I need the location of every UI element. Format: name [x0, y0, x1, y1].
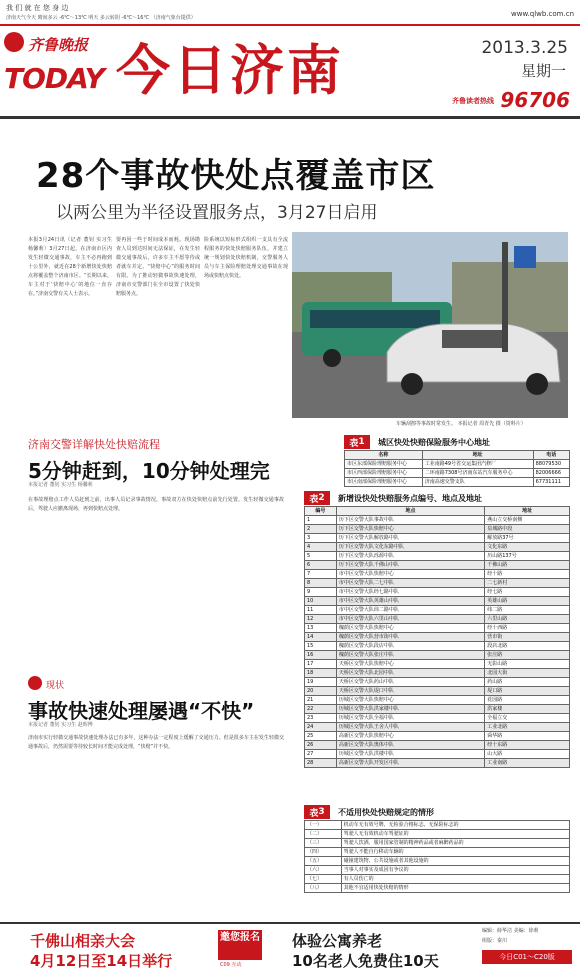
- table1-title: 城区快处快赔保险服务中心地址: [378, 437, 490, 447]
- table-row: [305, 830, 570, 839]
- footer-rule: [0, 922, 580, 924]
- table-cell: 碰撞建筑物、公共设施或者其他设施的: [341, 857, 569, 866]
- table-cell: 天桥区交警大队北园中队: [336, 669, 484, 678]
- table-cell: 当事人对事实及成因有争议的: [341, 866, 569, 875]
- table-cell: 市区南部保险理赔服务中心: [345, 478, 423, 487]
- table-cell: 经七路: [485, 588, 570, 597]
- table-cell: 济南高速交警支队: [422, 478, 533, 487]
- table-cell: （一）: [305, 821, 342, 830]
- table-cell: 纬二路: [485, 606, 570, 615]
- sub2-byline: 本报记者 董钊 实习生 赵晖博: [28, 722, 93, 728]
- pages-badge: 今日C01～C20版: [482, 950, 572, 964]
- main-subhead: 以两公里为半径设置服务点，3月27日启用: [56, 203, 378, 223]
- table-row: [305, 696, 570, 705]
- table-row: [305, 525, 570, 534]
- table-cell: 高新区交警大队快赔中心: [336, 732, 484, 741]
- table-row: [305, 848, 570, 857]
- photo-caption: 车辆刮擦等事故时常发生。 本报记者 周青先 摄（资料片）: [396, 421, 526, 427]
- table-row: [305, 687, 570, 696]
- table-cell: 22: [305, 705, 337, 714]
- invite-badge[interactable]: 邀您报名: [218, 930, 262, 960]
- table-cell: 市中区交警大队英雄山中队: [336, 597, 484, 606]
- table-cell: 28: [305, 759, 337, 768]
- table-cell: 槐荫区交警大队快赔中心: [336, 624, 484, 633]
- table-cell: 12: [305, 615, 337, 624]
- status-dot-icon: [28, 676, 42, 690]
- footer-left-ad-date[interactable]: 4月12日至14日举行: [30, 952, 173, 970]
- footer-right-ad[interactable]: 体验公寓养老: [292, 932, 383, 950]
- table-cell: 8: [305, 579, 337, 588]
- sub1-headline: 5分钟赶到，10分钟处理完: [28, 459, 270, 483]
- table3-num: 3: [318, 807, 325, 817]
- table-cell: 13: [305, 624, 337, 633]
- table-cell: 历城区交警大队快赔中心: [336, 696, 484, 705]
- table1-header: 名称: [345, 451, 423, 460]
- table-cell: 天桥区交警大队堤口中队: [336, 687, 484, 696]
- table-cell: 工业北路: [485, 723, 570, 732]
- table1-header: 电话: [533, 451, 569, 460]
- table-cell: 历下区交警大队泺源中队: [336, 552, 484, 561]
- news-photo: [292, 232, 568, 418]
- main-body-col1: 本报3月24日讯（记者 董钊 实习生 杨馨莉）3月27日起，在济南市区内发生轻微交通事故，车主不必再跑到十公里外，就近在28个新增快处快赔点将覆盖整个济南市区。“长期以来，车主对于‘快赔中心’的地位一直存在。”济南交警有关人士表示。: [28, 237, 112, 297]
- sub2-kicker: 现状: [46, 681, 65, 691]
- sub2-headline: 事故快速处理屡遇“不快”: [28, 699, 255, 723]
- table-cell: 3: [305, 534, 337, 543]
- hotline-number[interactable]: 96706: [500, 88, 570, 112]
- table-row: [305, 732, 570, 741]
- table-cell: 燕山立交桥南侧: [485, 516, 570, 525]
- table-cell: （五）: [305, 857, 342, 866]
- table-cell: 21: [305, 696, 337, 705]
- table-cell: （七）: [305, 875, 342, 884]
- table-row: [305, 866, 570, 875]
- table-cell: 5: [305, 552, 337, 561]
- table-cell: 市区西部保险理赔服务中心: [345, 469, 423, 478]
- table-cell: 北园大街: [485, 669, 570, 678]
- weather-line: 济南天气今天 晴间多云 -6℃～13℃ 明天 多云转阴 -6℃～16℃ （济南气象台提供）: [6, 15, 196, 21]
- editors-credit: 编辑：薛华洁 美编：徐莉: [482, 928, 539, 934]
- table-cell: 19: [305, 678, 337, 687]
- table-row: [305, 741, 570, 750]
- sub1-body: 在事故理赔点工作人员赶到之前，出事人员记录事故情况。事故双方在快处快赔点前先行处置。发生轻微交通事故后，驾驶人应撤离现场，再到快赔点处理。: [28, 497, 284, 512]
- table-cell: 26: [305, 741, 337, 750]
- table-row: [305, 570, 570, 579]
- brand-name: 齐鲁晚报: [28, 36, 89, 54]
- table-cell: 88079530: [533, 460, 569, 469]
- table-cell: 山大路: [485, 750, 570, 759]
- table-cell: 天桥区交警大队药山中队: [336, 678, 484, 687]
- main-body-col3: 险系统以短标形式组织一支具有全流程服务的快处快赔服务队伍，并建立统一规划快处快赔机制，交警服务人员与车主保险理赔处理交通事故在现场或快赔点快处。: [204, 237, 288, 279]
- table-row: [305, 651, 570, 660]
- table-cell: 17: [305, 660, 337, 669]
- table-cell: 历城区交警大队王舍人中队: [336, 723, 484, 732]
- table-cell: 药山路: [485, 678, 570, 687]
- table-row: [305, 875, 570, 884]
- table1: [344, 450, 570, 487]
- footer-right-ad-sub[interactable]: 10名老人免费住10天: [292, 952, 439, 970]
- masthead-title: 今日济南: [116, 39, 344, 102]
- main-body-col2: 要再因一些于时间成本而耗。现场勘查人员到达时间无法保证，在发生轻微交通事故后，许多车主不愿等待或者就车并定。“快赔中心”的服务时间有限。为了推动轻微事故快速处理，济南市交警部门在全市设置了快处快赔服务点。: [116, 237, 200, 297]
- proof-credit: 组版：秦川: [482, 938, 508, 944]
- table3-title: 不适用快处快赔规定的情形: [338, 807, 434, 817]
- table2-header: 编号: [305, 507, 337, 516]
- issue-weekday: 星期一: [520, 62, 566, 80]
- table-row: [305, 624, 570, 633]
- table-cell: （三）: [305, 839, 342, 848]
- table-cell: 文化东路: [485, 543, 570, 552]
- table-cell: 历下区交警大队快赔中心: [336, 525, 484, 534]
- table-cell: 市区东部保险理赔服务中心: [345, 460, 423, 469]
- table1-header: 地址: [422, 451, 533, 460]
- table-cell: （六）: [305, 866, 342, 875]
- logo-sun-icon: [4, 32, 24, 52]
- slogan: 我 们 就 在 您 身 边: [6, 4, 69, 12]
- table-cell: 全福立交: [485, 714, 570, 723]
- hotline-label: 齐鲁读者热线: [452, 97, 494, 105]
- table-cell: 张庄路: [485, 651, 570, 660]
- table-cell: 槐荫区交警大队张庄中队: [336, 651, 484, 660]
- table2-header: 地点: [336, 507, 484, 516]
- table-cell: 有人员伤亡的: [341, 875, 569, 884]
- table-cell: 天桥区交警大队快赔中心: [336, 660, 484, 669]
- table2-block: 表 2 新增设快处快赔服务点编号、地点及地址 编号 地点 地址 1 历下区交警大队事故中队 燕山立交桥南侧 2 历下区交警大队快赔中心 泉城路中段 3 历下区交警大队解放路中队 解放路37号 4 历下区交警大队文化东路中队 文化东路 5 历下区交警大队泺源中队 历山路137号 6 历下区交警大队千佛山中队 千佛山路 7 市中区交警大队快赔中心 经十路 8 市中区交警大队二七中队 二七新村 9 市中区交警大队经七路中队 经七路 10 市中区交警大队英雄山中队 英雄山路 11 市中区交警大队纬二路中队 纬二路 12 市中区交警大队六里山中队 六里山路 13 槐荫区交警大队快赔中心 经十西路 14 槐荫区交警大队营市街中队 营市街 15 槐荫区交警大队段店中队 段店北路 16 槐荫区交警大队张庄中队 张庄路 17 天桥区交警大队快赔中心 无影山路 18 天桥区交警大队北园中队 北园大街 19 天桥区交警大队药山中队 药山路 20 天桥区交警大队堤口中队 堤口路 21 历城区交警大队快赔中心 花园路 22 历城区交警大队洪家楼中队 洪家楼 23 历城区交警大队全福中队 全福立交 24 历城区交警大队王舍人中队 工业北路 25 高新区交警大队快赔中心 舜华路 26 高新区交警大队奥体中队 经十东路 27 历城区交警大队洪楼中队 山大路 28 高新区交警大队开发区中队 工业南路: [304, 490, 570, 768]
- table-cell: 市中区交警大队二七中队: [336, 579, 484, 588]
- table-cell: 驾驶人不能自行移动车辆的: [341, 848, 569, 857]
- table-cell: 市中区交警大队经七路中队: [336, 588, 484, 597]
- table-row: [305, 588, 570, 597]
- table-cell: 堤口路: [485, 687, 570, 696]
- table1-block: 表 1 城区快处快赔保险服务中心地址 名称 地址 电话 市区东部保险理赔服务中心 工业南路49号省交运集团汽修厂 88079530 市区西部保险理赔服务中心 二环南路7308号济南东站汽车服务中心 82006666 市区南部保险理赔服务中心 济南高速交警支队 67731111: [344, 434, 570, 487]
- table-cell: 槐荫区交警大队段店中队: [336, 642, 484, 651]
- table-cell: 4: [305, 543, 337, 552]
- table2: [304, 506, 570, 768]
- table-cell: 段店北路: [485, 642, 570, 651]
- table-row: [305, 750, 570, 759]
- table-cell: 解放路37号: [485, 534, 570, 543]
- table-row: [305, 516, 570, 525]
- table-row: [305, 642, 570, 651]
- table-row: [305, 839, 570, 848]
- table-row: [305, 615, 570, 624]
- masthead-rule: [0, 116, 580, 119]
- table-cell: （二）: [305, 830, 342, 839]
- table-row: [305, 579, 570, 588]
- table-cell: 10: [305, 597, 337, 606]
- main-headline: 28个事故快处点覆盖市区: [36, 156, 436, 196]
- table-row: [305, 857, 570, 866]
- top-rule: [0, 24, 580, 26]
- table-cell: 泉城路中段: [485, 525, 570, 534]
- table-row: [305, 884, 570, 893]
- table-cell: 18: [305, 669, 337, 678]
- table-cell: 历下区交警大队千佛山中队: [336, 561, 484, 570]
- table3: [304, 820, 570, 893]
- table2-header: 地址: [485, 507, 570, 516]
- table-cell: 27: [305, 750, 337, 759]
- table-row: [305, 543, 570, 552]
- table-cell: 历下区交警大队文化东路中队: [336, 543, 484, 552]
- table-cell: 机动车无有效号牌、无检验合格标志、无保险标志的: [341, 821, 569, 830]
- table-cell: 16: [305, 651, 337, 660]
- table-row: [345, 478, 570, 487]
- table-cell: 经十东路: [485, 741, 570, 750]
- sub1-byline: 本报记者 董钊 实习生 杨馨莉: [28, 482, 93, 488]
- table-row: [305, 633, 570, 642]
- table-cell: 历山路137号: [485, 552, 570, 561]
- table-cell: 经十西路: [485, 624, 570, 633]
- table-cell: 工业南路49号省交运集团汽修厂: [422, 460, 533, 469]
- table-cell: 历城区交警大队洪楼中队: [336, 750, 484, 759]
- table-cell: 67731111: [533, 478, 569, 487]
- table-cell: 营市街: [485, 633, 570, 642]
- table-cell: 6: [305, 561, 337, 570]
- table-cell: （八）: [305, 884, 342, 893]
- table-cell: 23: [305, 714, 337, 723]
- table-cell: 英雄山路: [485, 597, 570, 606]
- table-cell: 15: [305, 642, 337, 651]
- table-cell: 1: [305, 516, 337, 525]
- table-cell: 历下区交警大队解放路中队: [336, 534, 484, 543]
- today-logo: TODAY: [4, 62, 104, 95]
- table-row: [305, 597, 570, 606]
- table-cell: 舜华路: [485, 732, 570, 741]
- table-row: [305, 705, 570, 714]
- invite-code: C09 互动: [220, 962, 242, 968]
- table-cell: 千佛山路: [485, 561, 570, 570]
- masthead-logo: [4, 30, 108, 102]
- table-cell: 历城区交警大队洪家楼中队: [336, 705, 484, 714]
- table-cell: 驾驶人饮酒、服用国家管制的精神药品或者麻醉药品的: [341, 839, 569, 848]
- table-cell: 高新区交警大队奥体中队: [336, 741, 484, 750]
- table-cell: 14: [305, 633, 337, 642]
- table-row: [305, 821, 570, 830]
- table-cell: 洪家楼: [485, 705, 570, 714]
- table2-num: 2: [318, 493, 325, 503]
- table-row: [305, 759, 570, 768]
- table-row: [305, 660, 570, 669]
- table-cell: 市中区交警大队快赔中心: [336, 570, 484, 579]
- table-cell: 花园路: [485, 696, 570, 705]
- table-cell: 无影山路: [485, 660, 570, 669]
- table-cell: 9: [305, 588, 337, 597]
- table-cell: 工业南路: [485, 759, 570, 768]
- table1-num: 1: [358, 437, 365, 447]
- table-row: [305, 678, 570, 687]
- table-row: [305, 606, 570, 615]
- table-cell: 2: [305, 525, 337, 534]
- table3-block: 表 3 不适用快处快赔规定的情形 （一） 机动车无有效号牌、无检验合格标志、无保险标志的 （二） 驾驶人无有效机动车驾驶证的 （三） 驾驶人饮酒、服用国家管制的精神药品或者麻醉药品的 （四） 驾驶人不能自行移动车辆的 （五） 碰撞建筑物、公共设施或者其他设施的 （六） 当事人对事实及成因有争议的 （七） 有人员伤亡的 （八） 其他不宜适用快处快赔的情形: [304, 804, 570, 893]
- table-cell: 11: [305, 606, 337, 615]
- table-cell: 槐荫区交警大队营市街中队: [336, 633, 484, 642]
- footer-left-ad[interactable]: 千佛山相亲大会: [30, 932, 136, 950]
- table-row: [305, 723, 570, 732]
- table-cell: 高新区交警大队开发区中队: [336, 759, 484, 768]
- table-cell: 20: [305, 687, 337, 696]
- site-url[interactable]: www.qlwb.com.cn: [511, 10, 574, 18]
- table-cell: （四）: [305, 848, 342, 857]
- sub2-body: 济南市实行轻微交通事故快速处理办法已有多年，这种办法一定程度上缓解了交通压力。但是很多车主在发生轻微交通事故后，仍然需要等待较长时间才能完成处理，“快赔”并不快。: [28, 735, 284, 750]
- table-cell: 经十路: [485, 570, 570, 579]
- table-cell: 二环南路7308号济南东站汽车服务中心: [422, 469, 533, 478]
- table-row: [345, 460, 570, 469]
- table-cell: 历城区交警大队全福中队: [336, 714, 484, 723]
- table-row: [305, 561, 570, 570]
- table-row: [305, 552, 570, 561]
- table-cell: 历下区交警大队事故中队: [336, 516, 484, 525]
- table-cell: 市中区交警大队纬二路中队: [336, 606, 484, 615]
- table-cell: 25: [305, 732, 337, 741]
- table-cell: 六里山路: [485, 615, 570, 624]
- table2-title: 新增设快处快赔服务点编号、地点及地址: [338, 493, 482, 503]
- table-cell: 82006666: [533, 469, 569, 478]
- table-cell: 市中区交警大队六里山中队: [336, 615, 484, 624]
- table-cell: 驾驶人无有效机动车驾驶证的: [341, 830, 569, 839]
- table-row: [305, 534, 570, 543]
- issue-date: 2013.3.25: [481, 38, 568, 58]
- table-row: [305, 669, 570, 678]
- sub1-kicker: 济南交警详解快处快赔流程: [28, 438, 160, 451]
- table-cell: 二七新村: [485, 579, 570, 588]
- table-cell: 7: [305, 570, 337, 579]
- photo-traffic-scene: [292, 232, 568, 418]
- table-cell: 其他不宜适用快处快赔的情形: [341, 884, 569, 893]
- table-row: [305, 714, 570, 723]
- table-row: [345, 469, 570, 478]
- table-cell: 24: [305, 723, 337, 732]
